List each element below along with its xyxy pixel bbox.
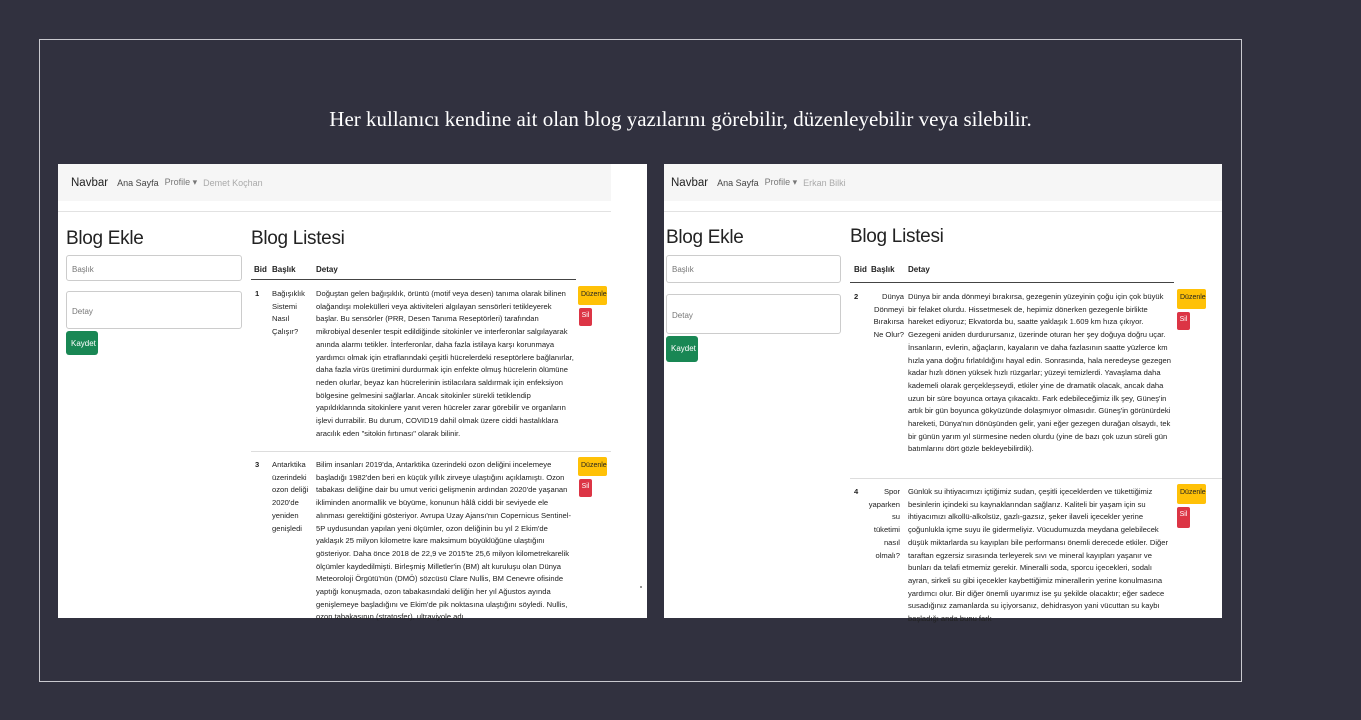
nav-profile-dropdown[interactable]: Profile ▾	[764, 177, 798, 187]
blog-form-title: Blog Ekle	[66, 228, 144, 249]
nav-profile-dropdown[interactable]: Profile ▾	[164, 177, 198, 187]
row-bid: 2	[854, 292, 859, 301]
save-button[interactable]: Kaydet	[666, 336, 698, 362]
table-header-line	[850, 282, 1174, 283]
row-detail: Dünya bir anda dönmeyi bırakırsa, gezegenin yüzeyinin çoğu için çok büyük bir felaket olurdu. Hissetmesek de, hepimiz dönerken gezegenle birlikte hareket ediyoruz; Ekvatorda bu, saatte yaklaşık 1.609 km hıza çıkıyor. Gezegeni aniden durdurursanız, üzerinde oturan her şey doğuya doğru uçar. İnsanların, evlerin, ağaçların, kayaların ve daha fazlasının saatte yüzlerce km hızla yana doğru fırlatıldığını hayal edin. Sonrasında, hala neredeyse gezegen kadar hızlı dönen yüksek hızlı rüzgarlar; yüzeyi temizlerdi. Yavaşlama daha kademeli olarak gerçekleşseydi, etkiler yine de dramatik olacak, ancak daha uzun bir süre boyunca ortaya çıkacaktı. Fark edebileceğimiz ilk şey, Güneş'in artık bir gün boyunca gökyüzünde dolaşmıyor olmasıdır. Güneş'in görünürdeki hareketi, Dünya'nın dönüşünden gelir, yani eğer gezegen durağan olsaydı, tek bir günün yarım yıl sürmesine neden olurdu (yine de bazı çok uzun süreli gün batımlarını dört gözle bekleyebilirdik).	[908, 292, 1172, 454]
row-title: Dünya Dönmeyi Bırakırsa Ne Olur?	[873, 292, 904, 340]
nav-link-home[interactable]: Ana Sayfa	[117, 177, 159, 188]
nav-username: Demet Koçhan	[203, 177, 263, 188]
row-title: Spor yaparken su tüketimi nasıl olmalı?	[868, 487, 900, 560]
col-header-title: Başlık	[871, 265, 895, 274]
blog-form-title: Blog Ekle	[666, 227, 744, 248]
edit-button[interactable]: Düzenle	[1177, 289, 1206, 309]
row-bid: 3	[255, 460, 260, 469]
col-header-bid: Bid	[854, 265, 867, 274]
header-divider	[664, 211, 1222, 212]
scroll-dot	[640, 586, 642, 588]
blog-list-title: Blog Listesi	[251, 228, 345, 249]
delete-button[interactable]: Sil	[579, 479, 592, 497]
navbar-brand[interactable]: Navbar	[671, 176, 709, 189]
edit-button[interactable]: Düzenle	[1177, 484, 1206, 504]
row-bid: 4	[854, 487, 859, 496]
edit-button[interactable]: Düzenle	[578, 457, 607, 476]
navbar	[58, 164, 611, 201]
row-bid: 1	[255, 289, 260, 298]
save-button[interactable]: Kaydet	[66, 331, 98, 355]
row-detail: Bilim insanları 2019'da, Antarktika üzerindeki ozon deliğini incelemeye başladığı 1982'den beri en küçük yıllık zirveye ulaştığını açıklamıştı. Ozon tabakası deliğine dair bu umut verici gelişmenin ardından 2020'de yaşanan ikliminden anormallik ve büyüme, konunun hâlâ ciddi bir seviyede ele alınması gerektiğini gösteriyor. Avrupa Uzay Ajansı'nın Copernicus Sentinel-5P uydusundan yapılan yeni ölçümler, ozon deliğinin bu yıl 2 Ekim'de yaklaşık 25 milyon kilometre kare maksimum büyüklüğüne ulaştığını gösteriyor. Daha önce 2018 de 22,9 ve 2015'te 25,6 milyon kilometrekarelik ölçümler kaydedilmişti. Birleşmiş Milletler'in (BM) alt kuruluşu olan Dünya Meteoroloji Örgütü'nün (DMÖ) sözcüsü Clare Nullis, BM Cenevre ofisinde yaptığı konuşmada, ozon tabakasındaki deliğin her yıl Ağustos ayında genişlemeye başladığını ve Ekim'de pik noktasına ulaştığını söyledi. Nullis, ozon tabakasının (stratosfer), ultraviyole adı	[316, 460, 571, 622]
col-header-bid: Bid	[254, 265, 267, 274]
detail-textarea[interactable]: Detay	[666, 294, 841, 334]
nav-username: Erkan Bilki	[803, 177, 846, 188]
col-header-detail: Detay	[908, 265, 930, 274]
nav-link-home[interactable]: Ana Sayfa	[717, 177, 759, 188]
row-title: Antarktika üzerindeki ozon deliği 2020'de yeniden genişledi	[272, 460, 309, 533]
edit-button[interactable]: Düzenle	[578, 286, 607, 305]
screenshot-left	[58, 164, 647, 622]
navbar-brand[interactable]: Navbar	[71, 176, 109, 189]
detail-textarea[interactable]: Detay	[66, 291, 242, 329]
row-title: Bağışıklık Sistemi Nasıl Çalışır?	[272, 289, 305, 337]
table-header-line	[251, 279, 576, 280]
screenshot-right	[664, 164, 1222, 624]
delete-button[interactable]: Sil	[579, 308, 592, 326]
delete-button[interactable]: Sil	[1177, 312, 1190, 330]
row-detail: Günlük su ihtiyacımızı içtiğimiz sudan, çeşitli içeceklerden ve tükettiğimiz besinlerin içindeki su kaynaklarından sağlarız. Kaliteli bir yaşam için su ihtiyacımızı alkollü-alkolsüz, gazlı-gazsız, şeker ilaveli içecekler yerine çoğunlukla içme suyu ile gidermeliyiz. Vücudumuzda meydana gelebilecek düşük miktarlarda su kayıpları bile performansı önemli derecede etkiler. Diğer taraftan egzersiz sırasında terleyerek sıvı ve mineral kayıpları yaşanır ve bunları da telafi etmemiz gerekir. Mineralli soda, sporcu içecekleri, sodalı ayran, sirkeli su gibi içecekler kaybettiğimiz minerallerin yerine konulmasına yardımcı olur. Bir diğer önemli uyarımız ise şu şekilde olacaktır; eğer sadece susadığınız zamanlarda su içiyorsanız, dehidrasyon yani vücuttan su kaybı başladığı anda bunu fark	[908, 487, 1168, 624]
row-divider	[251, 451, 611, 452]
row-detail: Doğuştan gelen bağışıklık, örüntü (motif veya desen) tanıma olarak bilinen olağandışı molekülleri veya aktiviteleri algılayan sensörleri tetikleyerek başlar. Bu sensörler (PRR, Desen Tanıma Reseptörleri) tarafından mikrobiyal desenler tespit edildiğinde sitokinler ve interferonlar salgılayarak anında alarmı tetikler. İnterferonlar, daha fazla istilaya karşı korunmaya yardımcı olmak için etraflarındaki çeşitli hücrelerdeki reseptörlere bağlanırlar, daha fazla virüs üretimini durdurmak için enfekte olmuş hücrelerin ölümüne neden olurlar, beyaz kan hücrelerinin istilacılara saldırmak için enfeksiyon bölgesine gelmesini sağlarlar. Ancak sitokinler sürekli tetiklendip yapıldıklarında sitokinlere yanıt veren hücreler zarar görebilir ve organların işlevi durrabilir. Bu durum, COVID19 dahil olmak üzere ciddi hastalıklara aracılık eden "sitokin fırtınası" olarak bilinir.	[316, 289, 574, 438]
row-divider	[850, 478, 1222, 479]
header-divider	[58, 211, 611, 212]
col-header-title: Başlık	[272, 265, 296, 274]
title-input[interactable]: Başlık	[666, 255, 841, 283]
slide-caption: Her kullanıcı kendine ait olan blog yazılarını görebilir, düzenleyebilir veya silebilir.	[329, 107, 1032, 131]
delete-button[interactable]: Sil	[1177, 507, 1190, 528]
title-input[interactable]: Başlık	[66, 255, 242, 281]
blog-list-title: Blog Listesi	[850, 226, 944, 247]
col-header-detail: Detay	[316, 265, 338, 274]
navbar	[664, 164, 1222, 201]
